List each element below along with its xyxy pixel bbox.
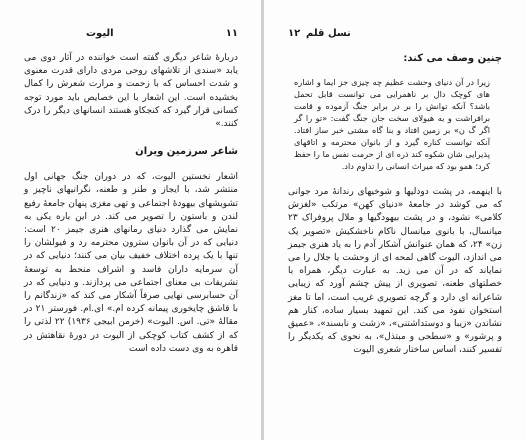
left-page-header — [24, 26, 238, 42]
paragraph: با اینهمه، در پشت دودلیها و شوخیهای رندانهٔ مرد جوانی که می کوشد در جامعهٔ «دنیای کهن» مرتکب «لغزش کلامی» نشود، و در پشت بیهودگیها و ملال پروفراک ۲۳ میانسال، با بانوی میانسال ناکام ناخشکیش «تصویر یک زن» ۲۴، که همان عنوانش آشکار آدم را به یاد هنری جیمز می اندازد، الیوت گاهی لمحه ای از وحشت یا جلال را می نمایاند که در آن می زید. به عبارت دیگر، همراه با خصلتهای طعنه، تصویری از پیش چشم آورد که زیبایی شاعرانه ای دارد و گرچه تصویری غریب است، اما تا مغز استخوان نفوذ می کند. این تمهید بسیار ساده، کنار هم نشاندن «زیبا و دوستداشتنی»، «زشت و نابسند»، «عمیق و پرشور» و «سطحی و مبتذل»، به نحوی که یکدیگر را تفسیر کنند، اساس ساختار شعری الیوت — [288, 187, 503, 356]
section-heading: شاعر سرزمین ویران — [135, 146, 238, 158]
page-number: ۱۲ — [288, 28, 301, 39]
running-title: نسل قلم — [306, 28, 351, 39]
right-page-body — [288, 52, 502, 358]
block-quote: زیرا در آن دنیای وحشت عظیم چه چیزی جز ایما و اشاره های کوچک دال بر ناهمرایی می توانست قابل تحمل باشد؟ آنکه توانش را بر در برابر جنگ آزموده و قامت برافراشت و به هیولای سخت جان جنگ گفت: «تو را گر اگر گ ن» بر زمین افتاد و بنا گاه مشتی خبر ساز افتاد. آنکه توانست کناره گیرد و از بانوان محترمه و اتاقهای پذیرایی شان شکوه کند ذره ای از حرمت نفس ما را حفظ کرد؛ همو بود که میراث انسانی را تداوم داد. — [294, 77, 490, 171]
left-page-body — [24, 52, 238, 356]
page-number: ۱۱ — [225, 28, 238, 39]
spacer — [24, 161, 238, 171]
right-page-header — [288, 26, 502, 42]
paragraph: اشعار نخستین الیوت، که در دوران جنگ جهانی اول منتشر شد، با ایجاز و طنز و طعنه، نگرانیهای ناچیز و تشویشهای بیهودهٔ اجتماعی و تهی مغزی پنهان جامعهٔ رفیع لندن و باستون را تصویر می کند. در این باره یکی به نمایش می گذارد دنیای رمانهای هنری جیمز ۲۰ است: دنیایی که در آن بانوان سترون محترمه رد و فیولشان را تنها با یک پرده اختلاف خفیف بیان می کنند؛ دنیایی که در آن سرمایه داران فاسد و اشراف منحط به توسعهٔ تشریفات بی معنای اجتماعی می پردازند. و دنیایی که در آن حسابرسی نهایی صرفاً آشکار می کند که «زندگانم را با قاشق چایخوری پیمانه کرده ام.» ای.ام. فورستر ۲۱ در مقالهٔ «تی. اس. الیوت» (خرمن ابیجی ۱۹۳۶) ۲۲ لذتی را که از کشف کتاب کوچکی از الیوت در دورهٔ نقاهتش در قاهره به وی دست داده است — [24, 172, 239, 354]
spacer — [24, 131, 238, 145]
spacer — [288, 68, 502, 76]
right-page — [264, 0, 526, 440]
paragraph: دربارهٔ شاعر دیگری گفته است خواننده در آثار دوی می یابد «سندی از تلاشهای روحی مردی دارای قدرت معنوی و شدت احساس که با زحمت و مرارت شعرش را کمال بخشیده است. این اشعار با این خصایص باید مورد توجه کسانی قرار گیرد که کنجکاو هستند انسانهای دیگر را درک کنند.» — [24, 53, 238, 130]
left-page — [0, 0, 262, 440]
running-title: الیوت — [86, 28, 114, 39]
section-heading: چنین وصف می کند: — [403, 53, 502, 64]
